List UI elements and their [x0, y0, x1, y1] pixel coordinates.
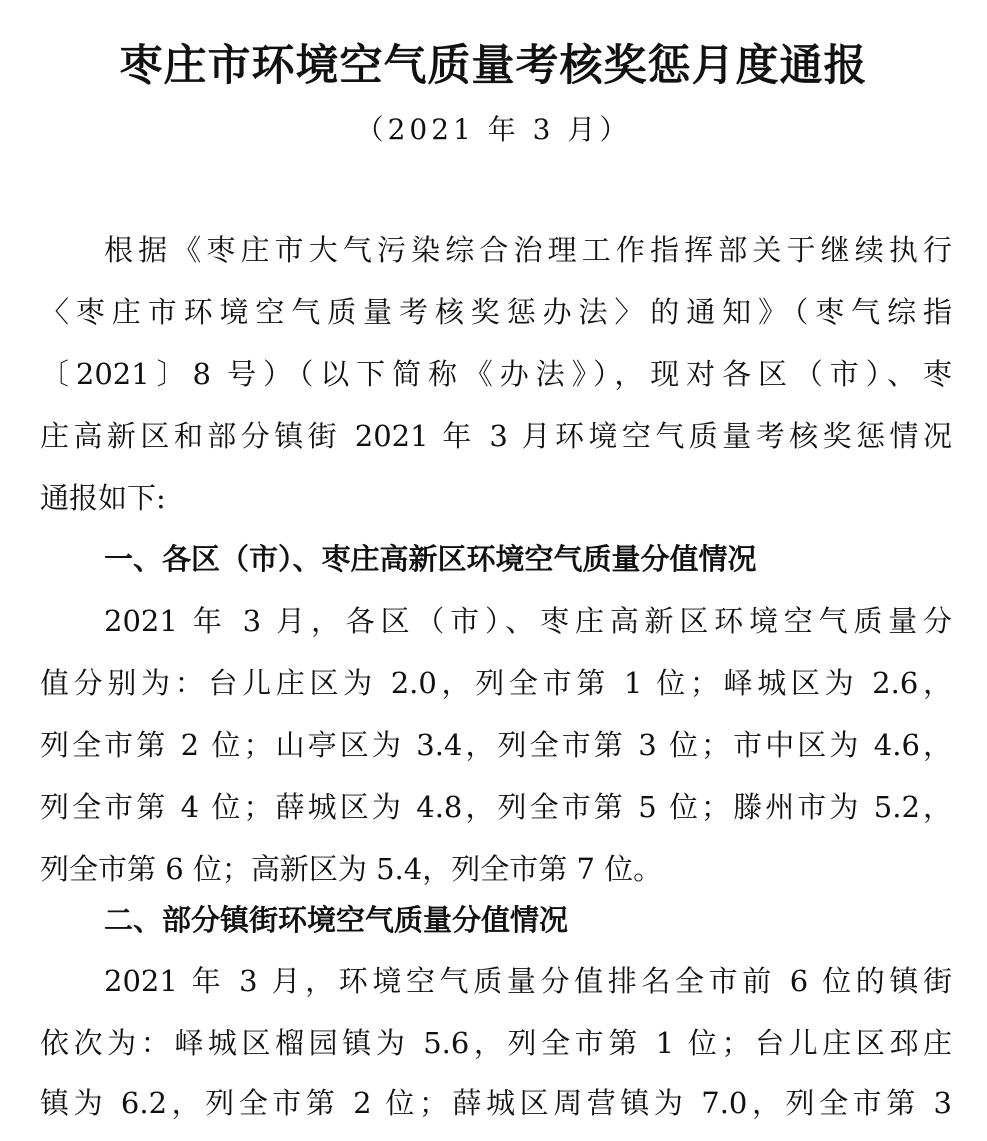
paragraph-line: 根据《枣庄市大气污染综合治理工作指挥部关于继续执行 [104, 233, 952, 267]
paragraph-line: 镇为 6.2，列全市第 2 位；薛城区周营镇为 7.0，列全市第 3 [40, 1086, 952, 1120]
paragraph-line: 值分别为：台儿庄区为 2.0，列全市第 1 位；峄城区为 2.6， [40, 666, 952, 700]
paragraph-line: 列全市第 4 位；薛城区为 4.8，列全市第 5 位；滕州市为 5.2， [40, 790, 952, 824]
document-subtitle: （2021 年 3 月） [355, 113, 632, 146]
paragraph-line: 〈枣庄市环境空气质量考核奖惩办法〉的通知》（枣气综指 [40, 295, 952, 329]
paragraph-line: 2021 年 3 月，各区（市）、枣庄高新区环境空气质量分 [104, 604, 952, 638]
paragraph-line: 列全市第 6 位；高新区为 5.4，列全市第 7 位。 [40, 852, 663, 886]
paragraph-line: 依次为：峄城区榴园镇为 5.6，列全市第 1 位；台儿庄区邳庄 [40, 1026, 952, 1060]
section-heading: 一、各区（市）、枣庄高新区环境空气质量分值情况 [104, 542, 757, 576]
paragraph-line: 庄高新区和部分镇街 2021 年 3 月环境空气质量考核奖惩情况 [40, 419, 952, 453]
paragraph-line: 〔2021〕8 号）（以下简称《办法》），现对各区（市）、枣 [40, 357, 952, 391]
section-heading: 二、部分镇街环境空气质量分值情况 [104, 903, 569, 937]
document-title: 枣庄市环境空气质量考核奖惩月度通报 [119, 41, 868, 91]
paragraph-line: 2021 年 3 月，环境空气质量分值排名全市前 6 位的镇街 [104, 964, 952, 998]
paragraph-line: 列全市第 2 位；山亭区为 3.4，列全市第 3 位；市中区为 4.6， [40, 728, 952, 762]
paragraph-line: 通报如下: [40, 481, 166, 515]
